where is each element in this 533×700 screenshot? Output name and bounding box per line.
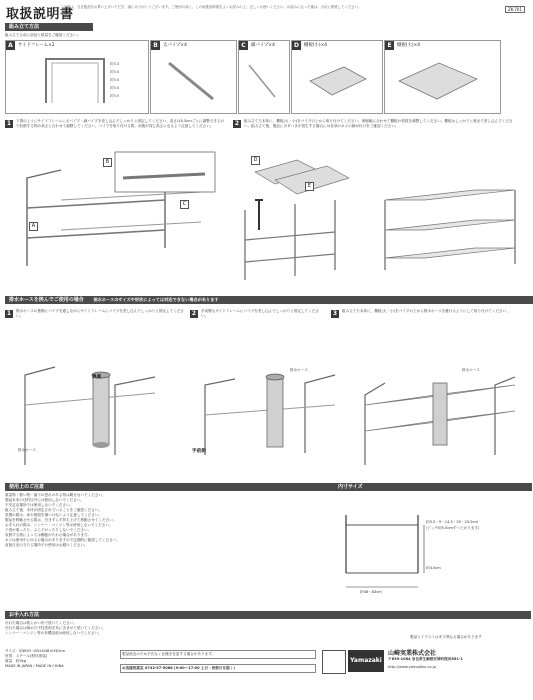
part-tag: A xyxy=(6,41,15,50)
drain-step-1-text: 排水ホースの裏側にパイプを通しながらサイドフレームにパイプを差し込んでしっかりと固定してください。 xyxy=(16,309,185,318)
height-dimension: 約3.5・9・14.5・20・25.5cm xyxy=(426,520,479,524)
drain-step-2-text: 手前側もサイドフレームにパイプを差し込んでしっかりと固定してください。 xyxy=(201,309,319,318)
part-e-box xyxy=(384,40,501,114)
caution-item: ネジは使用中にゆるむ場合がありますので定期的に確認してください。 xyxy=(5,538,120,542)
part-tag: B xyxy=(151,41,160,50)
recycle-mark-icon xyxy=(322,650,346,674)
label-front-side: 手前側 xyxy=(192,449,206,454)
care-list xyxy=(5,621,520,636)
assembly-note: 組み立てる前に部品と数量をご確認ください。 xyxy=(5,33,81,37)
step-2-illustration xyxy=(235,150,525,290)
dimension-diagram xyxy=(334,495,524,600)
caution-item: 製品を移動させる際は、引きずらず持ち上げて移動させてください。 xyxy=(5,518,117,522)
spec-size: サイズ：約W50〜83×D48×H30cm xyxy=(5,649,66,653)
company-name: 山崎実業株式会社 xyxy=(388,650,437,657)
callout-b: B xyxy=(103,158,112,167)
part-name: サイドフレーム×2 xyxy=(18,43,55,48)
step-number-1: 1 xyxy=(6,120,12,127)
pitch-note: (ピッチ約5.5cmずつ上がります) xyxy=(426,526,480,530)
intro-text: この度は、当社製品をお買い上げいただき、誠にありがとうございます。ご使用の前に、この取扱説明書をよくお読みの上、正しくお使いください。お読みになった後は、大切に保管してください。 xyxy=(60,5,362,9)
callout-c: C xyxy=(180,200,189,209)
brand-logo: Yamazaki xyxy=(348,650,384,672)
part-name: 棚板(大)×4 xyxy=(397,43,421,48)
callout-e: E xyxy=(305,182,314,191)
part-d-box xyxy=(291,40,383,114)
part-tag: C xyxy=(239,41,248,50)
footer-note: 製品改良のため予告なく仕様を変更する場合があります。 xyxy=(120,650,316,659)
drain-step-3-text: 組み立てた本体に、棚板(大・小)をパイプの上から排水ホースを避けるようにして取り付けてください。 xyxy=(342,309,510,313)
part-c-box xyxy=(238,40,290,114)
width-dimension: 約48〜83cm xyxy=(360,590,382,594)
care-heading: お手入れ方法 xyxy=(5,611,531,619)
drain-step-number-2: 2 xyxy=(191,310,197,317)
svg-text:約3.5: 約3.5 xyxy=(110,62,120,66)
part-name: 細パイプ×4 xyxy=(251,43,275,48)
spec-block xyxy=(5,649,115,669)
company-url: http://www.yamajitsu.co.jp xyxy=(388,665,436,669)
step-2-text: 組み立てた本体に、棚板(大・小)をパイプの上から取り付けてください。伸縮幅に合わせて棚板の枚数を調整してください。棚板はしっかりと奥まで差し込んでください。組み立て後、製品にガタつきが発生する場合には各部のネジの締め付けをご確認ください。 xyxy=(244,119,513,128)
depth-dimension: 約4.5cm xyxy=(426,566,441,570)
company-address: 〒639-1064 奈良県生駒郡安堵町窪田851-1 xyxy=(388,657,463,661)
caution-item: 重量物・熱い物・落下の恐れのある物は載せないでください。 xyxy=(5,493,106,497)
label-drain-hose-3: 排水ホース xyxy=(462,368,480,372)
large-shelf-board-illustration xyxy=(385,41,500,113)
side-frame-illustration xyxy=(6,41,148,113)
part-tag: E xyxy=(385,41,394,50)
part-tag: D xyxy=(292,41,301,50)
step-1-text: 下図のようにサイドフレームに太パイプ・細パイプを差し込んでしっかりと固定してください。高さは5.5cmごとに調整できるので収納する物の高さに合わせて調整してください。パイプを取り付ける際、前後が同じ高さになるよう注意してください。 xyxy=(16,119,225,128)
callout-d: D xyxy=(251,156,260,165)
drain-heading: 排水ホースを挟んでご使用の場合 排水ホースのサイズや形状によっては対応できない場合があります xyxy=(5,296,533,304)
caution-list xyxy=(5,493,327,548)
label-drain-hose-2: 排水ホース xyxy=(290,368,308,372)
spec-weight: 重量：約5kg xyxy=(5,659,27,663)
caution-item: 収納する物によっては棚板がたわむ場合があります。 xyxy=(5,533,91,537)
small-shelf-board-illustration xyxy=(292,41,382,113)
part-name: 太パイプ×4 xyxy=(163,43,187,48)
customer-support-contact: お客様相談室 0743-57-5068 (9:00〜17:00 土日・祝祭日を除く) xyxy=(120,664,316,673)
thin-pipe-illustration xyxy=(239,41,289,113)
drain-illustrations xyxy=(5,355,525,480)
step-1-illustration xyxy=(5,148,230,288)
caution-heading: 使用上のご注意 xyxy=(5,483,335,491)
svg-text:約3.5: 約3.5 xyxy=(110,70,120,74)
caution-item: 設置の際は、床や壁面を傷つけないよう注意してください。 xyxy=(5,513,103,517)
label-drain-hose-1: 排水ホース xyxy=(18,448,36,452)
care-item: 汚れた場合は柔らかい布で拭いてください。 xyxy=(5,621,77,625)
dimensions-heading: 内寸サイズ xyxy=(334,483,532,491)
caution-item: 製品本来の目的以外には使用しないでください。 xyxy=(5,498,85,502)
caution-item: 直射日光の当たる場所での使用はお避けください。 xyxy=(5,543,88,547)
svg-text:約3.5: 約3.5 xyxy=(110,94,120,98)
label-back-side: 奥側 xyxy=(92,375,102,380)
assembly-heading: 組み立て方法 xyxy=(5,23,93,31)
page-title: 取扱説明書 xyxy=(6,7,74,22)
part-name: 棚板(小)×4 xyxy=(304,43,328,48)
caution-item: 不安定な場所では使用しないでください。 xyxy=(5,503,74,507)
thick-pipe-illustration xyxy=(151,41,236,113)
care-item: シンナー・ベンジン等の有機溶剤は使用しないでください。 xyxy=(5,631,102,635)
svg-text:約3.5: 約3.5 xyxy=(110,78,120,82)
drain-step-number-3: 3 xyxy=(332,310,338,317)
part-a-box xyxy=(5,40,149,114)
step-number-2: 2 xyxy=(234,120,240,127)
spec-material: 材質：スチール(粉体塗装) xyxy=(5,654,48,658)
spec-origin: MADE IN JAPAN / MADE IN CHINA xyxy=(5,664,64,668)
care-item: 汚れた場合は薄めた中性洗剤を布に含ませて拭いてください。 xyxy=(5,626,106,630)
illustration-note: 製品とイラストは多少異なる場合があります xyxy=(410,635,482,639)
caution-item: 組み立て後、本体が固定されていることをご確認ください。 xyxy=(5,508,103,512)
caution-item: 子供が乗ったり、ぶら下がったりしないでください。 xyxy=(5,528,92,532)
part-b-box xyxy=(150,40,237,114)
caution-item: お手入れの際は、シンナー・ベンジン等は使用しないでください。 xyxy=(5,523,113,527)
document-number: ZK-701 xyxy=(505,6,525,13)
svg-text:約3.5: 約3.5 xyxy=(110,86,120,90)
callout-a: A xyxy=(29,222,38,231)
drain-step-number-1: 1 xyxy=(6,310,12,317)
